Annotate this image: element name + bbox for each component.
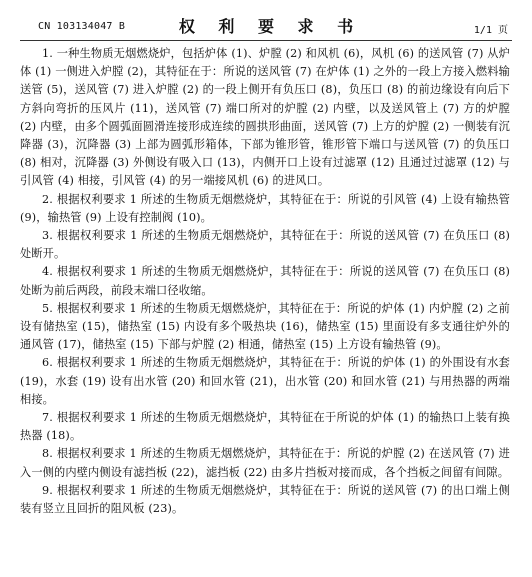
claim-6: 6. 根据权利要求 1 所述的生物质无烟燃烧炉，其特征在于：所说的炉体 (1) 的外围设有水套 (19)，水套 (19) 设有出水管 (20) 和回水管 (21)，出水管 (20) 和回水管 (21) 与用热器的两端相接。 — [20, 356, 510, 406]
page-number: 1/1 页 — [473, 25, 508, 36]
claim-3: 3. 根据权利要求 1 所述的生物质无烟燃烧炉，其特征在于：所说的送风管 (7) 在负压口 (8) 处断开。 — [20, 229, 510, 261]
claim-1: 1. 一种生物质无烟燃烧炉，包括炉体 (1)、炉膛 (2) 和风机 (6)，风机 (6) 的送风管 (7) 从炉体 (1) 一侧进入炉膛 (2)，其特征在于：所说的送风管 (7) 在炉体 (1) 之外的一段上方接入燃料输送管 (5)，送风管 (7) 进入炉膛 (2) 的一段上侧开有负压口 (8)，负压口 (8) 的前边缘设有向后下方斜向弯折的压风片 (11)，送风管 (7) 端口所对的炉膛 (2) 内壁，以及送风管上 (7) 方的炉膛 (2) 内壁，由多个圆弧面圆滑连接形成连续的圆拱形曲面，送风管 (7) 上方的炉膛 (2) 一侧装有沉降器 (3)，沉降器 (3) 上部为圆弧形箱体，下部为锥形管，锥形管下端口与送风管 (7) 的负压口 (8) 相对，沉降器 (3) 外侧设有吸入口 (13)，内侧开口上设有过滤罩 (12) 且通过过滤罩 (12) 与引风管 (4) 相接，引风管 (4) 的另一端接风机 (6) 的进风口。 — [20, 47, 510, 188]
page-header — [20, 14, 512, 38]
claim-4: 4. 根据权利要求 1 所述的生物质无烟燃烧炉，其特征在于：所说的送风管 (7) 在负压口 (8) 处断为前后两段，前段末端口径收缩。 — [20, 265, 510, 297]
claim-7: 7. 根据权利要求 1 所述的生物质无烟燃烧炉，其特征在于所说的炉体 (1) 的输热口上装有换热器 (18)。 — [20, 411, 510, 443]
claim-5: 5. 根据权利要求 1 所述的生物质无烟燃烧炉，其特征在于：所说的炉体 (1) 内炉膛 (2) 之前设有储热室 (15)，储热室 (15) 内设有多个吸热块 (16)，储热室 (15) 里面设有多支通往炉外的通风管 (17)，储热室 (15) 下部与炉膛 (2) 相通，储热室 (15) 上方设有输热管 (9)。 — [20, 301, 510, 352]
claims-list — [20, 45, 512, 518]
publication-number: CN 103134047 B — [38, 21, 126, 32]
claim-2: 2. 根据权利要求 1 所述的生物质无烟燃烧炉，其特征在于：所说的引风管 (4) 上设有输热管 (9)，输热管 (9) 上设有控制阀 (10)。 — [20, 192, 510, 224]
header-divider — [20, 40, 512, 41]
document-title: 权 利 要 求 书 — [178, 17, 363, 36]
claim-8: 8. 根据权利要求 1 所述的生物质无烟燃烧炉，其特征在于：所说的炉膛 (2) 在送风管 (7) 进入一侧的内壁内侧设有滤挡板 (22)，滤挡板 (22) 由多片挡板对接而成，各个挡板之间留有间隙。 — [20, 447, 510, 479]
claim-9: 9. 根据权利要求 1 所述的生物质无烟燃烧炉，其特征在于：所说的送风管 (7) 的出口端上侧装有竖立且回折的阻风板 (23)。 — [20, 483, 510, 516]
